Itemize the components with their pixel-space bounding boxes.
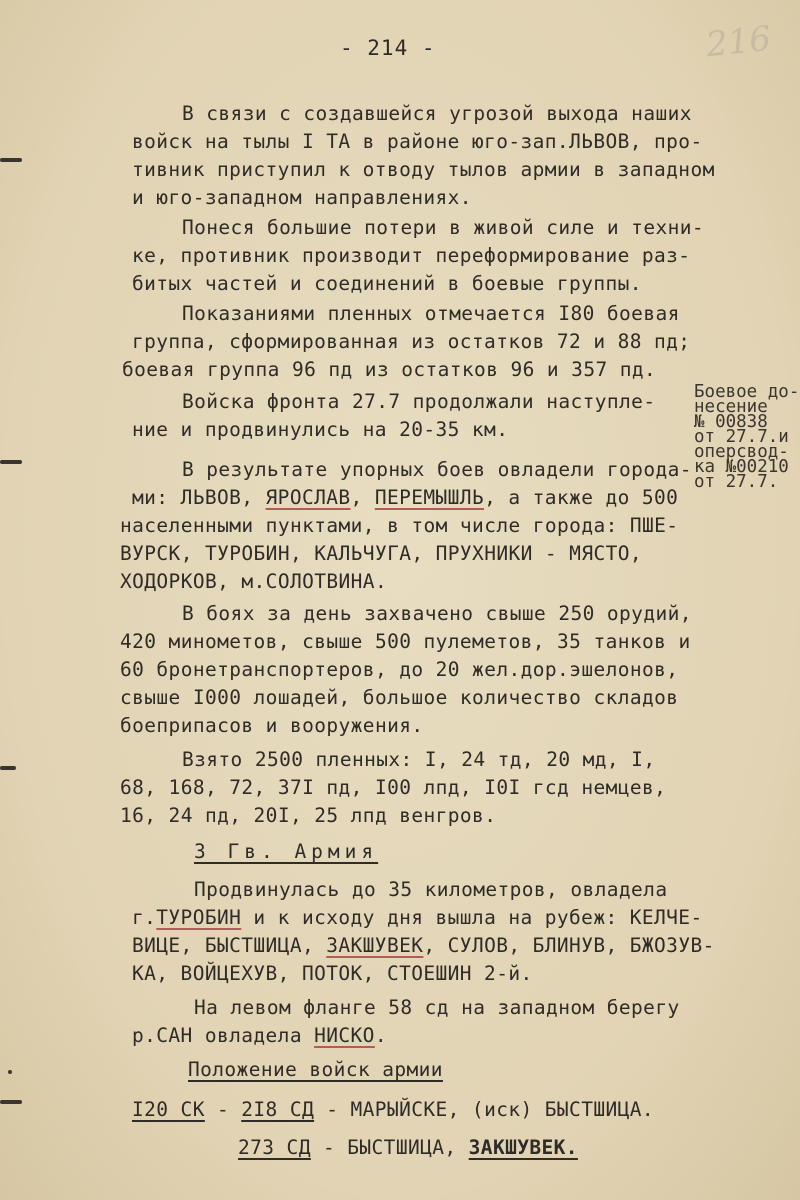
underlined-place: НИСКО: [314, 1024, 375, 1047]
text-line: 420 минометов, свыше 500 пулеметов, 35 танков и: [120, 630, 691, 653]
underlined-city: ПЕРЕМЫШЛЬ: [374, 486, 485, 509]
binding-mark: [0, 1100, 22, 1104]
section-heading-army: 3 Гв. Армия: [194, 840, 379, 863]
text-fragment: -: [204, 1098, 242, 1121]
text-line: [132, 1026, 387, 1046]
text-fragment: - МАРЫЙСКЕ, (иск) БЫСТШИЦА.: [314, 1098, 655, 1121]
text-fragment: , СУЛОВ, БЛИНУВ, БЖОЗУВ-: [423, 934, 715, 957]
text-line: Показаниями пленных отмечается I80 боевая: [182, 302, 680, 325]
text-fragment: и к исходу дня вышла на рубеж: КЕЛЧЕ-: [241, 906, 703, 929]
unit-label: 273 СД: [238, 1136, 311, 1159]
underlined-place: ЗАКШУВЕК: [326, 934, 424, 957]
text-line: битых частей и соединений в боевые группы.: [132, 272, 642, 295]
text-line: ВУРСК, ТУРОБИН, КАЛЬЧУГА, ПРУХНИКИ - МЯСТО,: [120, 542, 643, 565]
text-fragment: г.: [132, 906, 157, 929]
text-line: 60 бронетранспортеров, до 20 жел.дор.эшелонов,: [120, 658, 679, 681]
underlined-city: ЯРОСЛАВ: [265, 486, 351, 509]
text-line: боевая группа 96 пд из остатков 96 и 357 пд.: [122, 358, 657, 381]
text-line: населенными пунктами, в том числе города: ПШЕ-: [120, 514, 679, 537]
text-fragment: - БЫСТШИЦА,: [310, 1136, 469, 1159]
text-line: На левом фланге 58 сд на западном берегу: [194, 996, 680, 1019]
ink-dot: [8, 1070, 12, 1074]
underlined-city: ТУРОБИН: [156, 906, 242, 929]
text-line: Взято 2500 пленных: I, 24 тд, 20 мд, I,: [182, 748, 656, 771]
archive-page-stamp: 216: [704, 18, 773, 66]
section-heading-positions: Положение войск армии: [188, 1058, 443, 1081]
margin-reference-note: Боевое до- несение № 00838 от 27.7.и оперсвод- ка №00210 от 27.7.: [694, 382, 800, 492]
text-line: [132, 936, 715, 956]
text-fragment: р.САН овладела: [132, 1024, 315, 1047]
text-line: В боях за день захвачено свыше 250 орудий,: [182, 602, 692, 625]
text-line: свыше I000 лошадей, большое количество складов: [120, 686, 679, 709]
text-fragment: ми: ЛЬВОВ,: [132, 486, 266, 509]
binding-mark: [0, 158, 22, 162]
text-fragment: ,: [350, 486, 375, 509]
text-line: тивник приступил к отводу тылов армии в западном: [132, 158, 715, 181]
text-line: В результате упорных боев овладели города-: [182, 458, 692, 481]
text-fragment: ВИЦЕ, БЫСТШИЦА,: [132, 934, 327, 957]
text-line: группа, сформированная из остатков 72 и 88 пд;: [132, 330, 691, 353]
binding-mark: [0, 766, 16, 770]
binding-mark: [0, 460, 22, 464]
text-line: 16, 24 пд, 20I, 25 лпд венгров.: [120, 804, 497, 827]
text-line: Войска фронта 27.7 продолжали наступле-: [182, 390, 656, 413]
text-line: войск на тылы I ТА в районе юго-зап.ЛЬВОВ, про-: [132, 130, 703, 153]
text-line: Продвинулась до 35 километров, овладела: [194, 878, 668, 901]
place-label: ЗАКШУВЕК.: [468, 1136, 578, 1159]
page-number: - 214 -: [340, 36, 436, 60]
text-line: 68, 168, 72, 37I пд, I00 лпд, I0I гсд немцев,: [120, 776, 667, 799]
unit-label: 2I8 СД: [241, 1098, 315, 1121]
text-fragment: .: [374, 1024, 387, 1047]
text-line: [132, 488, 678, 508]
text-line: [132, 1100, 654, 1120]
text-line: и юго-западном направлениях.: [132, 186, 472, 209]
text-line: [132, 908, 703, 928]
text-fragment: , а также до 500: [484, 486, 679, 509]
text-line: [238, 1138, 578, 1158]
text-line: Понеся большие потери в живой силе и техни-: [182, 216, 705, 239]
text-line: В связи с создавшейся угрозой выхода наших: [182, 102, 692, 125]
text-line: ние и продвинулись на 20-35 км.: [132, 418, 509, 441]
text-line: КА, ВОЙЦЕХУВ, ПОТОК, СТОЕШИН 2-й.: [132, 962, 533, 985]
text-line: ХОДОРКОВ, м.СОЛОТВИНА.: [120, 570, 388, 593]
text-line: боеприпасов и вооружения.: [120, 714, 424, 737]
text-line: ке, противник производит переформирование раз-: [132, 244, 691, 267]
unit-label: I20 СК: [132, 1098, 205, 1121]
